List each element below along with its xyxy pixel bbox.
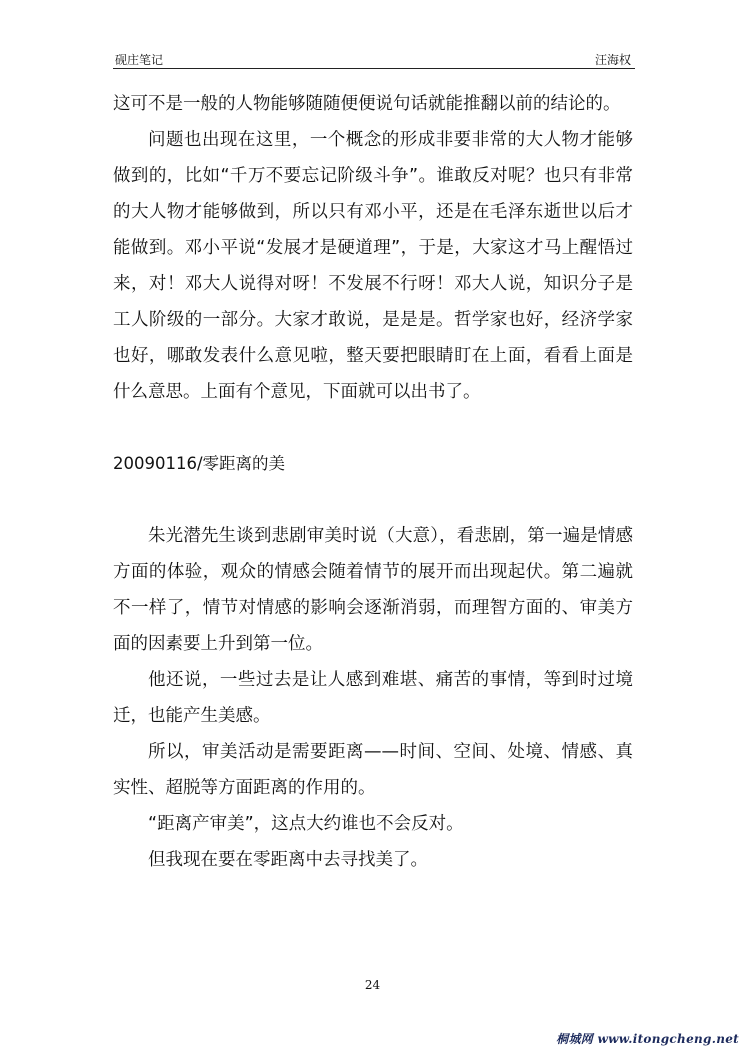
paragraph-tragedy: 朱光潜先生谈到悲剧审美时说（大意），看悲剧，第一遍是情感方面的体验，观众的情感会随着情节的展开而出现起伏。第二遍就不一样了，情节对情感的影响会逐渐消弱，而理智方面的、审美方面的因素要上升到第一位。 — [113, 526, 633, 654]
paragraph-distance-quote: “距离产审美”，这点大约谁也不会反对。 — [148, 814, 464, 834]
section-spacer — [113, 482, 633, 518]
page-number: 24 — [364, 978, 381, 992]
paragraph-concept: 问题也出现在这里，一个概念的形成非要非常的大人物才能够做到的，比如“千万不要忘记阶级斗争”。谁敢反对呢？也只有非常的大人物才能够做到，所以只有邓小平，还是在毛泽东逝世以后才能做到。邓小平说“发展才是硬道理”，于是，大家这才马上醒悟过来，对！邓大人说得对呀！不发展不行呀！邓大人说，知识分子是工人阶级的一部分。大家才敢说，是是是。哲学家也好，经济学家也好，哪敢发表什么意见啦，整天要把眼睛盯在上面，看看上面是什么意思。上面有个意见，下面就可以出书了。 — [113, 130, 633, 402]
header-author: 汪海权 — [594, 53, 631, 67]
paragraph-past-events: 他还说，一些过去是让人感到难堪、痛苦的事情，等到时过境迁，也能产生美感。 — [113, 670, 633, 726]
paragraph-continuation: 这可不是一般的人物能够随随便便说句话就能推翻以前的结论的。 — [113, 94, 621, 114]
paragraph-zero-distance: 但我现在要在零距离中去寻找美了。 — [148, 850, 428, 870]
site-watermark: 桐城网 www.itongcheng.net — [556, 1032, 739, 1046]
page-content — [113, 86, 633, 878]
section-title: 20090116/零距离的美 — [113, 454, 286, 473]
section-spacer — [113, 410, 633, 446]
paragraph-aesthetic-distance: 所以，审美活动是需要距离——时间、空间、处境、情感、真实性、超脱等方面距离的作用的。 — [113, 742, 633, 798]
header-book-title: 砚庄笔记 — [115, 53, 164, 67]
page-header — [113, 50, 635, 69]
